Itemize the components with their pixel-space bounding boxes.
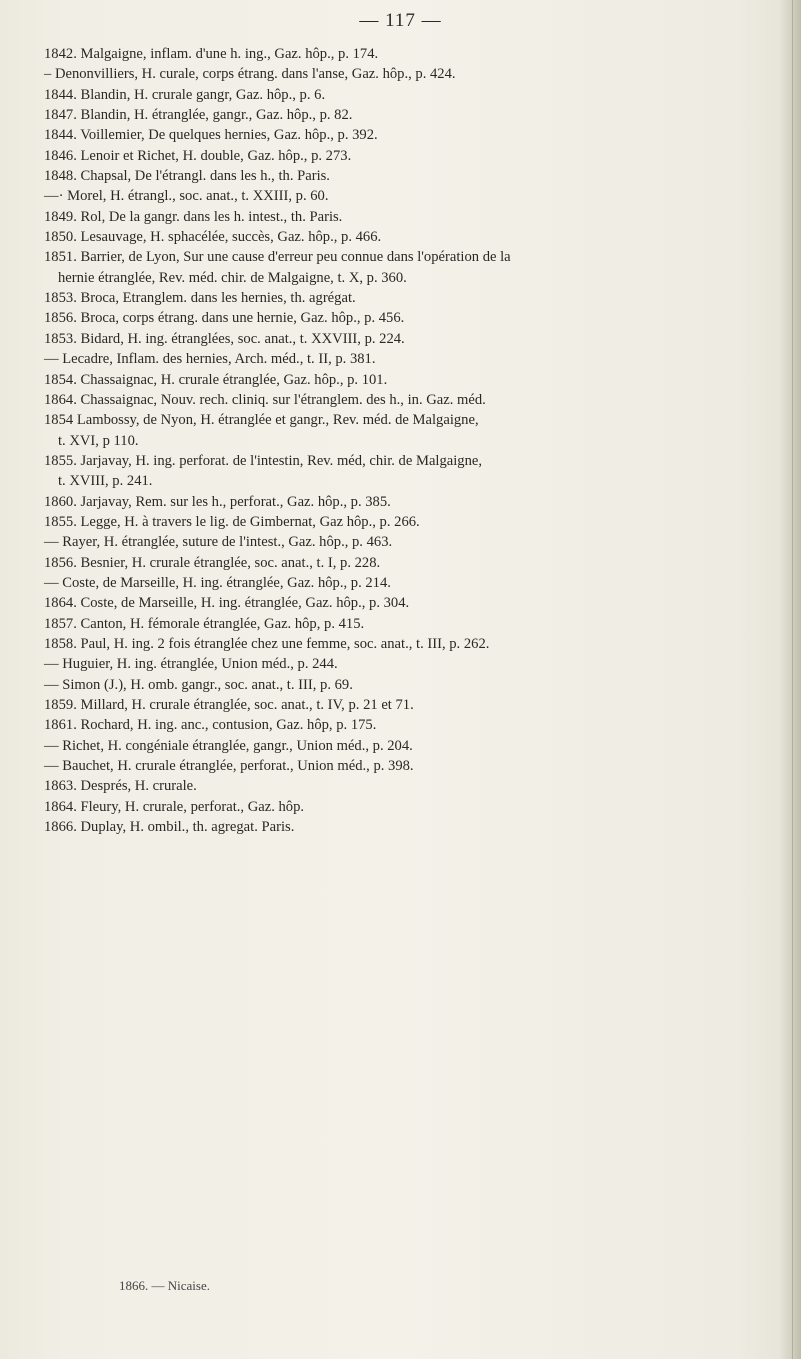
- bibliography-entry: 1846. Lenoir et Richet, H. double, Gaz. hôp., p. 273.: [44, 147, 352, 164]
- bibliography-entry: 1855. Legge, H. à travers le lig. de Gimbernat, Gaz hôp., p. 266.: [44, 513, 420, 530]
- bibliography-entry: — Huguier, H. ing. étranglée, Union méd., p. 244.: [44, 656, 338, 673]
- bibliography-entry: —· Morel, H. étrangl., soc. anat., t. XXIII, p. 60.: [44, 188, 329, 205]
- bibliography-entry: 1854 Lambossy, de Nyon, H. étranglée et gangr., Rev. méd. de Malgaigne,: [44, 412, 479, 429]
- bibliography-entry: 1844. Voillemier, De quelques hernies, Gaz. hôp., p. 392.: [44, 127, 378, 144]
- bibliography-entry: 1858. Paul, H. ing. 2 fois étranglée chez une femme, soc. anat., t. III, p. 262.: [44, 635, 490, 652]
- bibliography-entry: 1855. Jarjavay, H. ing. perforat. de l'intestin, Rev. méd, chir. de Malgaigne,: [44, 452, 483, 469]
- bibliography-entry: 1857. Canton, H. fémorale étranglée, Gaz. hôp, p. 415.: [44, 615, 365, 632]
- bibliography-entry: — Lecadre, Inflam. des hernies, Arch. méd., t. II, p. 381.: [44, 351, 376, 368]
- bibliography-list: [44, 44, 784, 837]
- bibliography-entry: t. XVI, p 110.: [58, 432, 139, 449]
- bibliography-entry: 1856. Broca, corps étrang. dans une hernie, Gaz. hôp., p. 456.: [44, 310, 405, 327]
- bibliography-entry: 1866. Duplay, H. ombil., th. agregat. Paris.: [44, 819, 295, 836]
- bibliography-entry: 1847. Blandin, H. étranglée, gangr., Gaz. hôp., p. 82.: [44, 107, 353, 124]
- bibliography-entry: 1850. Lesauvage, H. sphacélée, succès, Gaz. hôp., p. 466.: [44, 229, 382, 246]
- bibliography-entry: 1848. Chapsal, De l'étrangl. dans les h., th. Paris.: [44, 168, 330, 185]
- bibliography-entry: 1849. Rol, De la gangr. dans les h. intest., th. Paris.: [44, 208, 343, 225]
- bibliography-entry: 1860. Jarjavay, Rem. sur les h., perforat., Gaz. hôp., p. 385.: [44, 493, 391, 510]
- bibliography-entry: 1856. Besnier, H. crurale étranglée, soc. anat., t. I, p. 228.: [44, 554, 381, 571]
- bibliography-entry: — Coste, de Marseille, H. ing. étranglée, Gaz. hôp., p. 214.: [44, 574, 391, 591]
- bibliography-entry: 1864. Fleury, H. crurale, perforat., Gaz. hôp.: [44, 798, 305, 815]
- bibliography-entry: 1859. Millard, H. crurale étranglée, soc. anat., t. IV, p. 21 et 71.: [44, 697, 414, 713]
- bibliography-entry: t. XVIII, p. 241.: [58, 473, 153, 490]
- bibliography-entry: 1853. Broca, Etranglem. dans les hernies, th. agrégat.: [44, 290, 356, 307]
- page-number: — 117 —: [359, 10, 442, 31]
- bibliography-entry: hernie étranglée, Rev. méd. chir. de Malgaigne, t. X, p. 360.: [58, 269, 407, 286]
- bibliography-entry: 1854. Chassaignac, H. crurale étranglée, Gaz. hôp., p. 101.: [44, 371, 388, 388]
- bibliography-entry: 1864. Chassaignac, Nouv. rech. cliniq. sur l'étranglem. des h., in. Gaz. méd.: [44, 391, 486, 408]
- bibliography-entry: — Richet, H. congéniale étranglée, gangr., Union méd., p. 204.: [44, 737, 413, 754]
- footer-signature: 1866. — Nicaise.: [119, 1278, 210, 1293]
- bibliography-entry: 1842. Malgaigne, inflam. d'une h. ing., Gaz. hôp., p. 174.: [44, 46, 379, 62]
- bibliography-entry: — Bauchet, H. crurale étranglée, perforat., Union méd., p. 398.: [44, 758, 414, 775]
- bibliography-entry: – Denonvilliers, H. curale, corps étrang. dans l'anse, Gaz. hôp., p. 424.: [44, 66, 456, 83]
- bibliography-entry: 1861. Rochard, H. ing. anc., contusion, Gaz. hôp, p. 175.: [44, 717, 377, 734]
- page-spine-line: [792, 0, 793, 1359]
- bibliography-entry: 1844. Blandin, H. crurale gangr, Gaz. hôp., p. 6.: [44, 86, 326, 103]
- bibliography-entry: — Simon (J.), H. omb. gangr., soc. anat., t. III, p. 69.: [44, 676, 353, 693]
- bibliography-entry: — Rayer, H. étranglée, suture de l'intest., Gaz. hôp., p. 463.: [44, 534, 393, 551]
- bibliography-entry: 1864. Coste, de Marseille, H. ing. étranglée, Gaz. hôp., p. 304.: [44, 595, 410, 612]
- bibliography-entry: 1853. Bidard, H. ing. étranglées, soc. anat., t. XXVIII, p. 224.: [44, 330, 405, 347]
- bibliography-entry: 1863. Després, H. crurale.: [44, 778, 197, 795]
- bibliography-entry: 1851. Barrier, de Lyon, Sur une cause d'erreur peu connue dans l'opération de la: [44, 249, 511, 266]
